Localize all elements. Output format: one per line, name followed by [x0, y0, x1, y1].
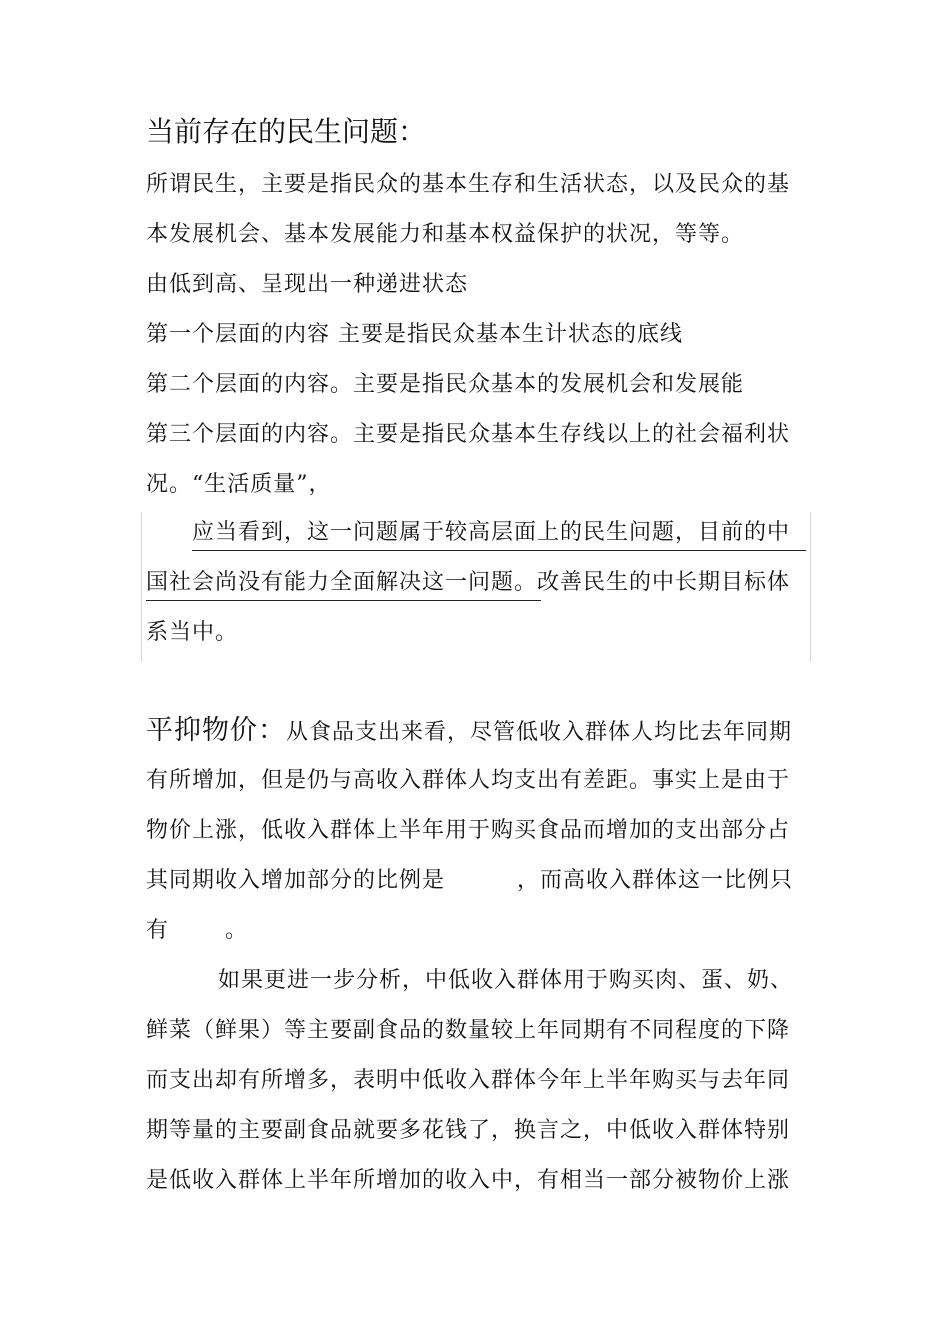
- quoted-line: 国社会尚没有能力全面解决这一问题。改善民生的中长期目标体: [146, 570, 791, 595]
- paragraph-line: [146, 916, 810, 946]
- paragraph-line: 是低收入群体上半年所增加的收入中，有相当一部分被物价上涨: [146, 1168, 791, 1193]
- paragraph-line: 由低到高、呈现出一种递进状态: [146, 272, 469, 297]
- quoted-line: 系当中。: [146, 620, 239, 645]
- paragraph-line: 所谓民生，主要是指民众的基本生存和生活状态，以及民众的基: [146, 172, 791, 197]
- paragraph-line: 而支出却有所增多，表明中低收入群体今年上半年购买与去年同: [146, 1068, 791, 1093]
- paragraph-line: 第二个层面的内容。主要是指民众基本的发展机会和发展能: [146, 372, 745, 397]
- paragraph-text: 其同期收入增加部分的比例是: [146, 868, 446, 893]
- underline: [192, 550, 806, 551]
- paragraph-line: 鲜菜（鲜果）等主要副食品的数量较上年同期有不同程度的下降: [146, 1018, 791, 1043]
- section-heading-livelihood: 当前存在的民生问题：: [146, 115, 427, 148]
- underline: [146, 600, 541, 601]
- paragraph-text: 。: [225, 918, 249, 943]
- paragraph-line: [146, 716, 810, 748]
- paragraph-line: 有所增加，但是仍与高收入群体人均支出有差距。事实上是由于: [146, 768, 791, 793]
- quoted-line: 应当看到，这一问题属于较高层面上的民生问题，目前的中: [192, 520, 791, 545]
- paragraph-line: 第一个层面的内容 主要是指民众基本生计状态的底线: [146, 322, 683, 347]
- paragraph-text: 有: [146, 918, 170, 943]
- paragraph-line: 本发展机会、基本发展能力和基本权益保护的状况，等等。: [146, 222, 745, 247]
- paragraph-line: 况。“生活质量”，: [146, 472, 332, 497]
- paragraph-line: 如果更进一步分析，中低收入群体用于购买肉、蛋、奶、: [218, 968, 794, 993]
- paragraph-line: [146, 866, 810, 896]
- paragraph-line: 第三个层面的内容。主要是指民众基本生存线以上的社会福利状: [146, 422, 791, 447]
- paragraph-line: 期等量的主要副食品就要多花钱了，换言之，中低收入群体特别: [146, 1118, 791, 1143]
- section-heading-prices: 平抑物价：: [146, 715, 286, 746]
- paragraph-text: ，而高收入群体这一比例只: [517, 868, 794, 893]
- paragraph-text: 从食品支出来看，尽管低收入群体人均比去年同期: [286, 720, 793, 745]
- paragraph-line: 物价上涨，低收入群体上半年用于购买食品而增加的支出部分占: [146, 818, 791, 843]
